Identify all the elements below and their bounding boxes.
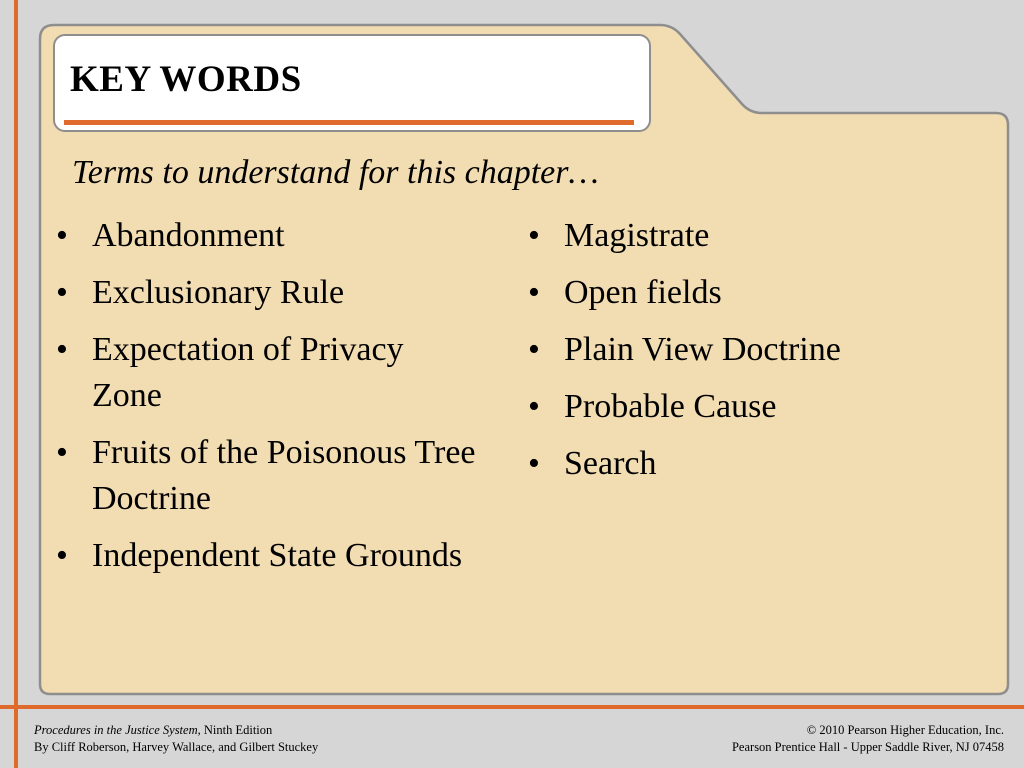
list-item	[528, 441, 948, 487]
footer-publisher: Pearson Prentice Hall - Upper Saddle River, NJ 07458	[731, 740, 1004, 754]
list-item	[528, 327, 948, 373]
bullet-icon: •	[528, 274, 540, 311]
bullet-icon: •	[56, 217, 68, 254]
right-term-list	[528, 213, 948, 498]
footer-authors: By Cliff Roberson, Harvey Wallace, and Gilbert Stuckey	[34, 740, 319, 754]
list-item	[56, 430, 476, 522]
footer-divider	[0, 705, 1024, 709]
bullet-icon: •	[528, 331, 540, 368]
list-item	[528, 384, 948, 430]
book-title: Procedures in the Justice System,	[34, 723, 201, 737]
term-label: Open fields	[564, 274, 722, 311]
bullet-icon: •	[56, 537, 68, 574]
term-label: Probable Cause	[564, 388, 777, 425]
page-title: KEY WORDS	[70, 59, 302, 100]
term-label: Fruits of the Poisonous Tree Doctrine	[92, 434, 476, 517]
book-edition: Ninth Edition	[200, 723, 273, 737]
term-label: Search	[564, 445, 657, 482]
footer-copyright: © 2010 Pearson Higher Education, Inc.	[806, 723, 1004, 737]
bullet-icon: •	[528, 445, 540, 482]
term-label: Abandonment	[92, 217, 285, 254]
bullet-icon: •	[528, 217, 540, 254]
list-item	[528, 270, 948, 316]
list-item	[56, 533, 476, 579]
subtitle: Terms to understand for this chapter…	[72, 154, 599, 191]
list-item	[56, 213, 476, 259]
bullet-icon: •	[56, 331, 68, 368]
left-term-list	[56, 213, 476, 590]
bullet-icon: •	[56, 434, 68, 471]
term-label: Exclusionary Rule	[92, 274, 345, 311]
term-label: Plain View Doctrine	[564, 331, 841, 368]
list-item	[56, 327, 476, 419]
bullet-icon: •	[528, 388, 540, 425]
footer-book-info	[34, 722, 318, 756]
footer-title-line	[34, 722, 318, 739]
term-label: Expectation of Privacy Zone	[92, 331, 404, 414]
list-item	[56, 270, 476, 316]
title-underline	[64, 120, 634, 125]
list-item	[528, 213, 948, 259]
term-label: Magistrate	[564, 217, 710, 254]
bullet-icon: •	[56, 274, 68, 311]
term-label: Independent State Grounds	[92, 537, 463, 574]
footer-publisher-info	[732, 722, 1004, 756]
